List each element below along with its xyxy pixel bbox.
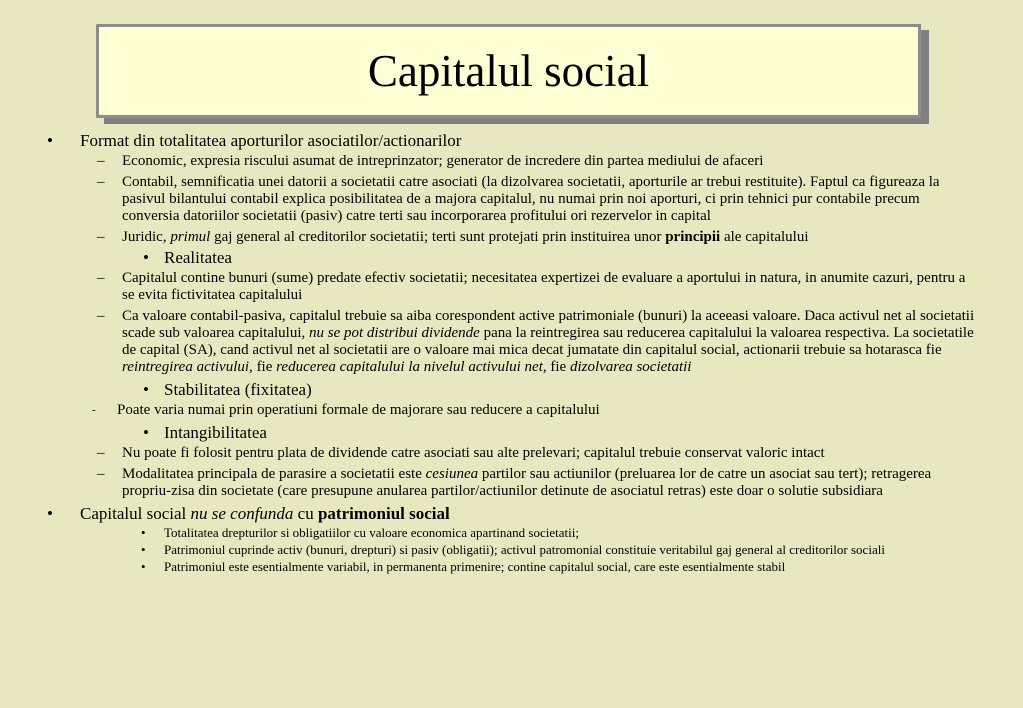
text-part: pana la reintregirea sau reducerea capitalului la valoarea respectiva. La societatile de capital (SA), cand activul net al societatii are o valoare mai mica decat jumatate din capitalul social, actionarii trebuie sa hotarasca fie <box>122 325 974 358</box>
text-italic: dizolvarea societatii <box>569 359 692 375</box>
dash-marker: – <box>97 153 105 169</box>
sub-bullet-parasire <box>0 466 1023 500</box>
dash-marker: – <box>97 445 105 461</box>
sub-bullet-capital-bunuri <box>0 270 1023 304</box>
sub-bullet-text: Economic, expresia riscului asumat de intreprinzator; generator de incredere din partea mediului de afaceri <box>122 153 764 169</box>
text-part: ale capitalului <box>720 229 809 245</box>
bullet-format <box>0 131 1023 150</box>
dash-marker: – <box>97 270 105 286</box>
text-italic: reintregirea activului, <box>122 359 253 375</box>
text-part: Ca valoare contabil-pasiva, capitalul trebuie sa aiba corespondent active patrimoniale (bunuri) la aceeasi valoare. Daca activul net al societatii scade sub valoarea capitalului, <box>122 308 975 341</box>
text-italic: nu se pot distribui dividende <box>309 325 480 341</box>
bullet-marker: • <box>143 423 149 442</box>
text-part: Capitalul social <box>80 504 191 523</box>
heading-stabilitatea <box>0 380 1023 399</box>
dash-marker: – <box>97 174 105 190</box>
hyphen-marker: - <box>92 404 96 416</box>
text-bold: principii <box>665 229 721 245</box>
sub-bullet-contabil <box>0 174 1023 225</box>
text-part: fie <box>546 359 570 375</box>
sub-bullet-dividende <box>0 445 1023 462</box>
sub-bullet-text: Totalitatea drepturilor si obligatiilor cu valoare economica apartinand societatii; <box>164 525 579 540</box>
text-part: fie <box>252 359 277 375</box>
bullet-marker: • <box>141 559 146 574</box>
dash-marker: – <box>97 466 105 482</box>
text-part: Modalitatea principala de parasire a societatii este <box>122 466 426 482</box>
bullet-marker: • <box>47 131 53 150</box>
text-italic: nu se confunda <box>190 504 294 523</box>
text-part: gaj general al creditorilor societatii; terti sunt protejati prin instituirea unor <box>210 229 666 245</box>
bullet-marker: • <box>47 504 53 523</box>
heading-text: Realitatea <box>164 248 232 267</box>
sub-bullet-totalitatea <box>0 526 1023 540</box>
heading-text: Intangibilitatea <box>164 423 267 442</box>
bullet-marker: • <box>141 542 146 557</box>
heading-text: Stabilitatea (fixitatea) <box>164 380 312 399</box>
sub-bullet-economic <box>0 153 1023 170</box>
text-italic: primul <box>170 229 211 245</box>
text-bold: patrimoniul social <box>317 504 450 523</box>
sub-bullet-text: Contabil, semnificatia unei datorii a societatii catre asociati (la dizolvarea societatii, aporturile ar trebui restituite). Faptul ca figureaza la pasivul bilantului contabil explica posibilitatea de a majora capitalul, nu numai prin noi aporturi, ci prin tehnici pur contabile precum conversia datoriilor societatii (pasiv) catre terti sau incorporarea profitului ori rezervelor in capital <box>122 174 940 224</box>
title-box <box>96 24 921 118</box>
slide-title: Capitalul social <box>367 45 650 96</box>
sub-bullet-juridic <box>0 229 1023 246</box>
heading-realitatea <box>0 248 1023 267</box>
sub-bullet-text: Patrimoniul cuprinde activ (bunuri, drepturi) si pasiv (obligatii); activul patromonial constituie veritabilul gaj general al creditorilor sociali <box>164 542 885 557</box>
bullet-text: Format din totalitatea aporturilor asociatilor/actionarilor <box>80 131 462 150</box>
bullet-marker: • <box>141 525 146 540</box>
text-part: Juridic, <box>122 229 171 245</box>
bullet-marker: • <box>143 248 149 267</box>
sub-bullet-text: Nu poate fi folosit pentru plata de dividende catre asociati sau alte prelevari; capitalul trebuie conservat valoric intact <box>122 445 825 461</box>
text-part: partilor sau actiunilor (preluarea lor de catre un asociat sau tert); retragerea propriu-zisa din societate (care presupune anularea partilor/actiunilor detinute de asociatul retras) este doar o solutie subsidiara <box>122 466 932 499</box>
sub-bullet-text: Poate varia numai prin operatiuni formale de majorare sau reducere a capitalului <box>117 402 600 418</box>
sub-bullet-patrimoniul-cuprinde <box>0 543 1023 557</box>
text-italic: reducerea capitalului la nivelul activului net, <box>276 359 547 375</box>
text-italic: cesiunea <box>425 466 479 482</box>
slide-body <box>0 131 1023 574</box>
sub-bullet-patrimoniul-variabil <box>0 560 1023 574</box>
sub-bullet-text: Capitalul contine bunuri (sume) predate efectiv societatii; necesitatea expertizei de evaluare a aportului in natura, in anumite cazuri, pentru a se evita fictivitatea capitalului <box>122 270 966 303</box>
text-part: cu <box>293 504 318 523</box>
bullet-capital-patrimoniu <box>0 504 1023 523</box>
bullet-marker: • <box>143 380 149 399</box>
sub-bullet-varia <box>0 402 1023 419</box>
heading-intangibilitatea <box>0 423 1023 442</box>
sub-bullet-text: Patrimoniul este esentialmente variabil, in permanenta primenire; contine capitalul social, care este esentialmente stabil <box>164 559 786 574</box>
dash-marker: – <box>97 308 105 324</box>
dash-marker: – <box>97 229 105 245</box>
sub-bullet-valoare-contabil <box>0 308 1023 376</box>
